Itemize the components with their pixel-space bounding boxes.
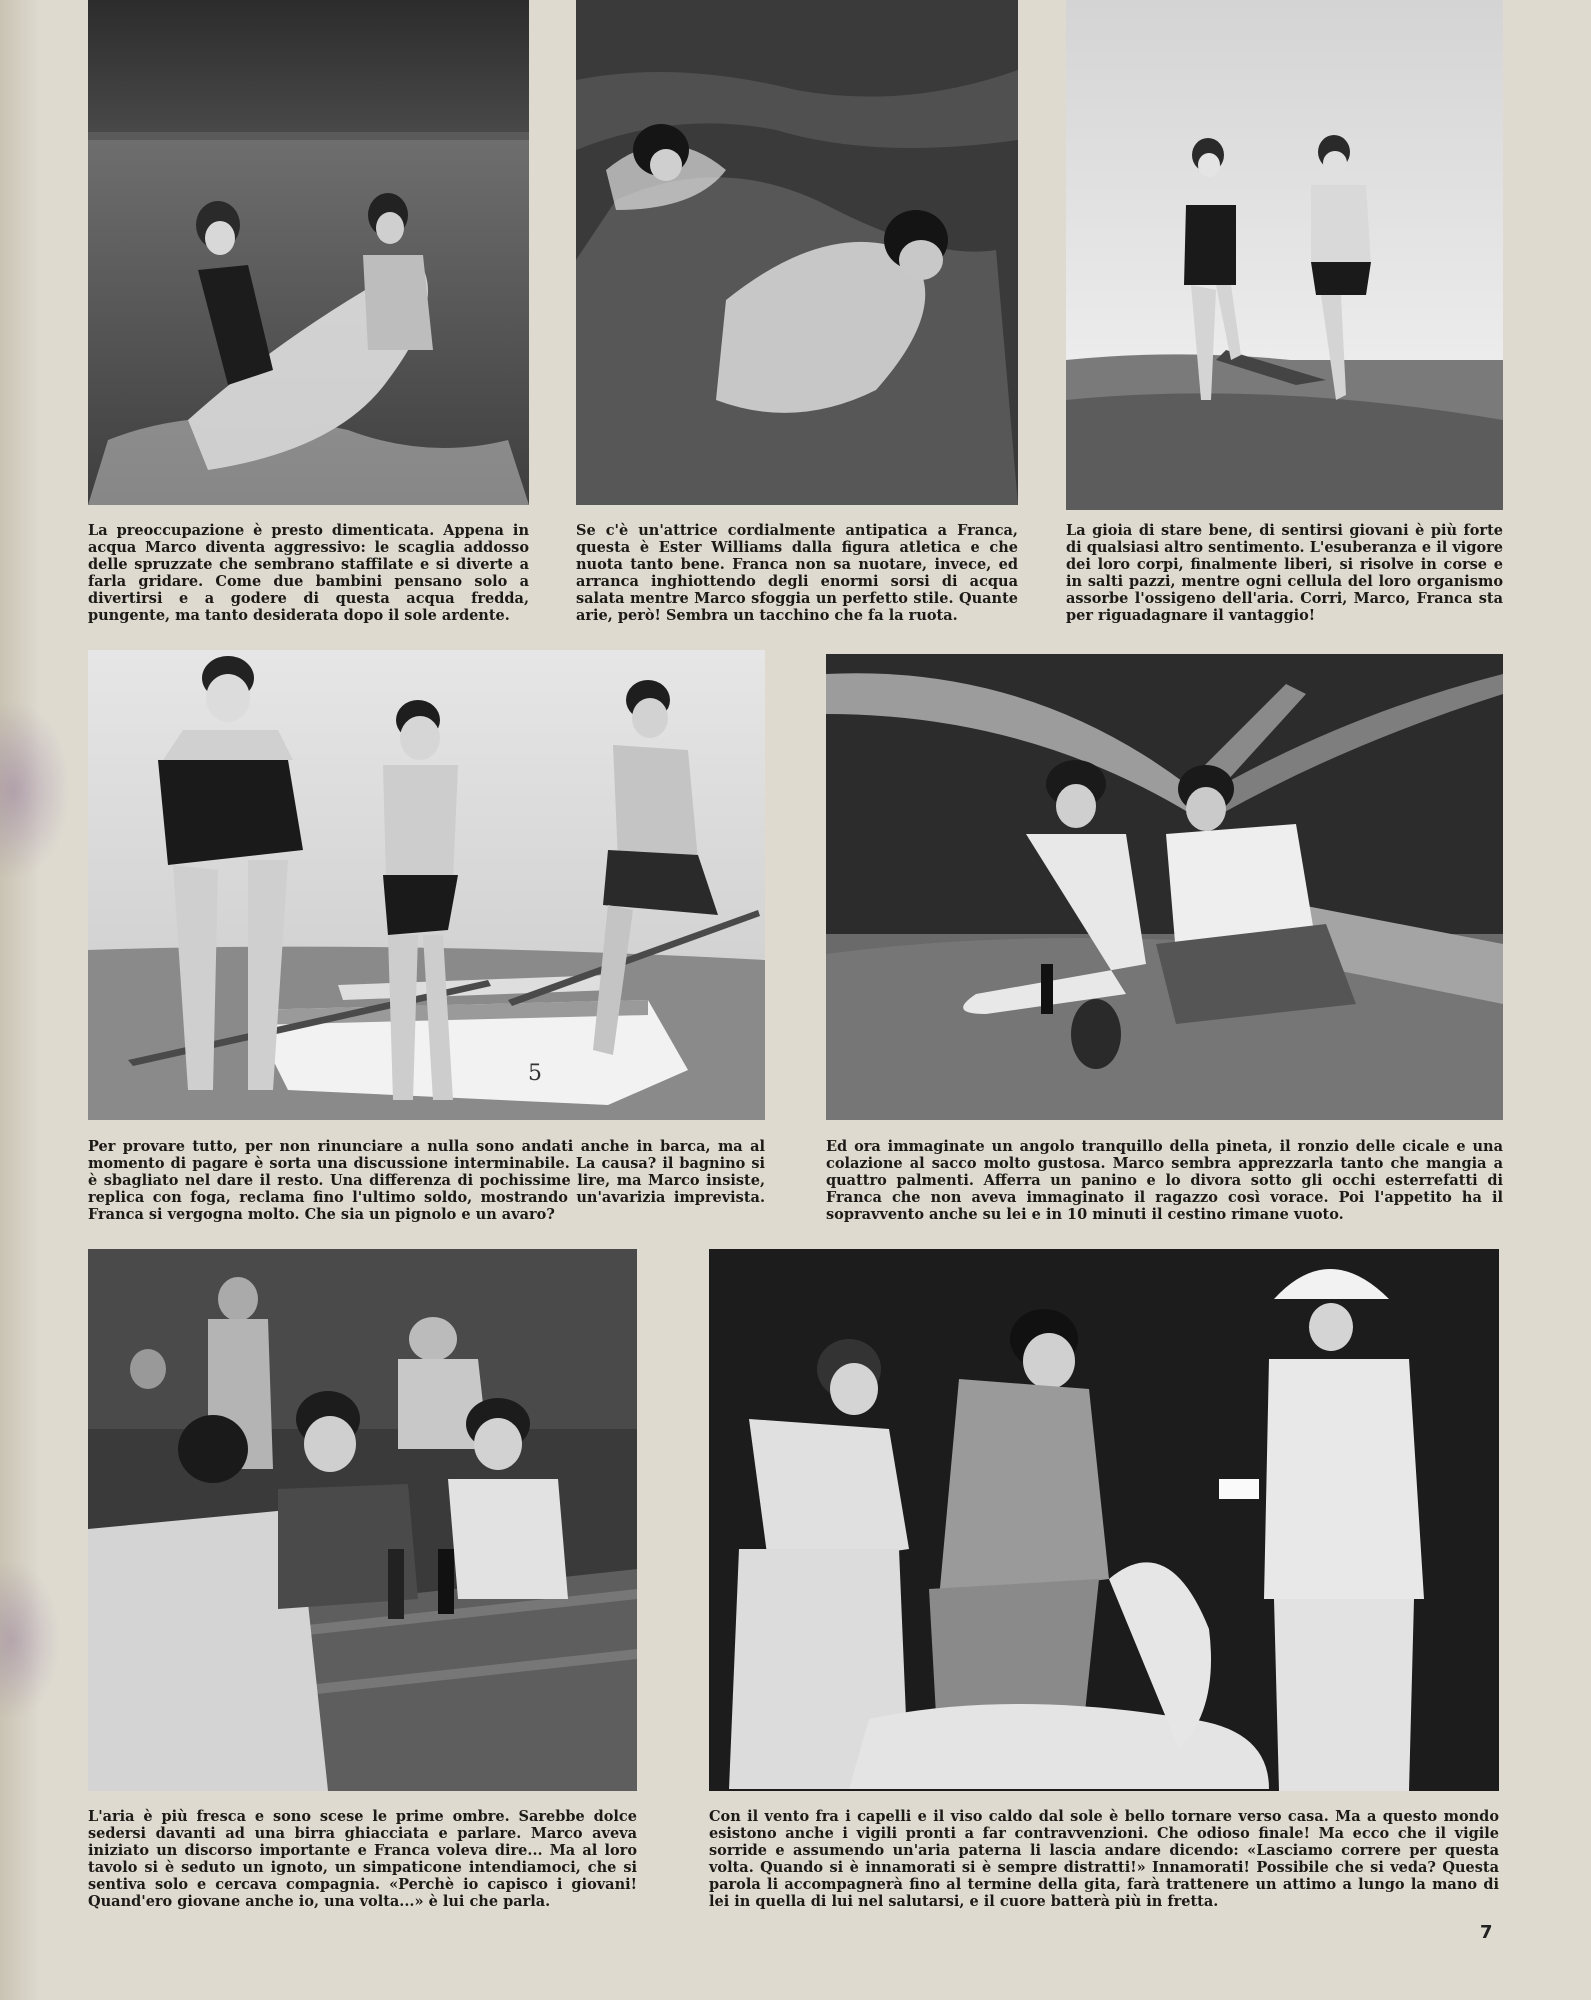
photo-bar-table: [88, 1249, 637, 1791]
photo-splashing-sea: [88, 0, 529, 505]
page-stain: [0, 700, 70, 880]
photo-running-beach: [1066, 0, 1503, 510]
caption-scooter: Con il vento fra i capelli e il viso caldo dal sole è bello tornare verso casa. Ma a questo mondo esistono anche i vigili pronti a far contravvenzioni. Che odioso finale! Ma ecco che il vigile sorride e assumendo un'aria paterna li lascia andare dicendo: «Lasciamo correre per questa volta. Quando si è innamorati si è sempre distratti!» Innamorati! Possibile che si veda? Questa parola li accompagnerà fino al termine della gita, farà trattenere un attimo a lungo la mano di lei in quella di lui nel salutarsi, e il cuore batterà più in fretta.: [709, 1808, 1499, 1910]
photo-swimming: [576, 0, 1018, 505]
caption-running: La gioia di stare bene, di sentirsi giovani è più forte di qualsiasi altro sentimento. L'esuberanza e il vigore dei loro corpi, finalmente liberi, si risolve in corse e in salti pazzi, mentre ogni cellula del loro organismo assorbe l'ossigeno dell'aria. Corri, Marco, Franca sta per riguadagnare il vantaggio!: [1066, 522, 1503, 624]
page-stain: [0, 1560, 60, 1720]
caption-bar: L'aria è più fresca e sono scese le prime ombre. Sarebbe dolce sedersi davanti ad una birra ghiacciata e parlare. Marco aveva iniziato un discorso importante e Franca voleva dire... Ma al loro tavolo si è seduto un ignoto, un simpaticone intendiamoci, che si sentiva solo e cercava compagnia. «Perchè io capisco i giovani! Quand'ero giovane anche io, una volta...» è lui che parla.: [88, 1808, 637, 1910]
caption-splashing: La preoccupazione è presto dimenticata. Appena in acqua Marco diventa aggressivo: le scaglia addosso delle spruzzate che sembrano staffilate e si diverte a farla gridare. Come due bambini pensano solo a divertirsi e a godere di questa acqua fredda, pungente, ma tanto desiderata dopo il sole ardente.: [88, 522, 529, 624]
page-number: 7: [1480, 1922, 1493, 1943]
photo-picnic-pineta: [826, 654, 1503, 1120]
caption-swimming: Se c'è un'attrice cordialmente antipatica a Franca, questa è Ester Williams dalla figura atletica e che nuota tanto bene. Franca non sa nuotare, invece, ed arranca inghiottendo degli enormi sorsi di acqua salata mentre Marco sfoggia un perfetto stile. Quante arie, però! Sembra un tacchino che fa la ruota.: [576, 522, 1018, 624]
boat-number: 5: [528, 1061, 542, 1086]
caption-picnic: Ed ora immaginate un angolo tranquillo della pineta, il ronzio delle cicale e una colazione al sacco molto gustosa. Marco sembra apprezzarla tanto che mangia a quattro palmenti. Afferra un panino e lo divora sotto gli occhi esterrefatti di Franca che non aveva immaginato il ragazzo così vorace. Poi l'appetito ha il sopravvento anche su lei e in 10 minuti il cestino rimane vuoto.: [826, 1138, 1503, 1223]
photo-boat-discussion: [88, 650, 765, 1120]
photo-scooter-vigile: [709, 1249, 1499, 1791]
caption-boat: Per provare tutto, per non rinunciare a nulla sono andati anche in barca, ma al momento di pagare è sorta una discussione interminabile. La causa? il bagnino si è sbagliato nel dare il resto. Una differenza di pochissime lire, ma Marco insiste, replica con foga, reclama fino l'ultimo soldo, mostrando un'avarizia imprevista. Franca si vergogna molto. Che sia un pignolo e un avaro?: [88, 1138, 765, 1223]
